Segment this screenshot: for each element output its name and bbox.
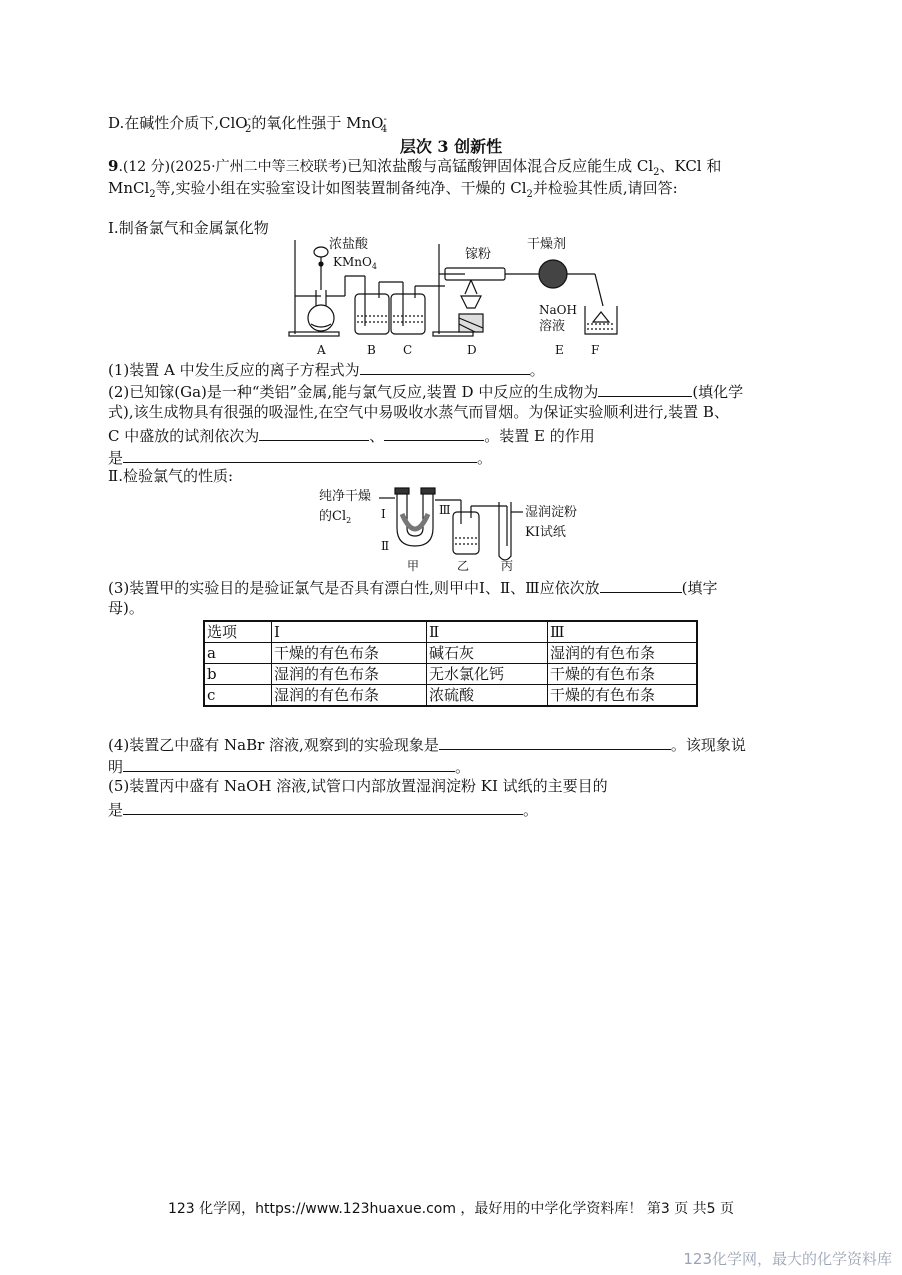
table-row	[204, 685, 697, 707]
unit-e: E	[555, 343, 564, 357]
q5-line-2: 是 。	[108, 798, 538, 820]
table-row	[204, 664, 697, 685]
table-row	[204, 643, 697, 664]
q4-blank-phenomenon[interactable]	[439, 733, 671, 750]
table-cell: 无水氯化钙	[427, 664, 548, 685]
q2-blank-b[interactable]	[259, 424, 369, 441]
table-cell: b	[204, 664, 272, 685]
label-ki-paper: KI试纸	[525, 525, 566, 540]
label-conc-hcl: 浓盐酸	[329, 237, 369, 252]
label-wet-starch: 湿润淀粉	[525, 505, 578, 520]
table-header-cell: 选项	[204, 621, 272, 643]
table-header-row	[204, 621, 697, 643]
table-header-cell: Ⅱ	[427, 621, 548, 643]
label-pos-2: Ⅱ	[381, 539, 390, 553]
q1-blank[interactable]	[360, 358, 530, 375]
q2-line-1: (2)已知镓(Ga)是一种“类铝”金属,能与氯气反应,装置 D 中反应的生成物为 (填化学	[108, 380, 743, 402]
q1-line: (1)装置 A 中发生反应的离子方程式为 。	[108, 358, 545, 380]
q2-line-2: 式),该生成物具有很强的吸湿性,在空气中易吸收水蒸气而冒烟。为保证实验顺利进行,装置 B、	[108, 403, 729, 421]
table-cell: 浓硫酸	[427, 685, 548, 707]
unit-bing: 丙	[501, 559, 514, 572]
q2-blank-e[interactable]	[123, 446, 477, 463]
option-d: D.在碱性介质下,ClO-$_2$的氧化性强于 MnO-$_4$	[108, 114, 388, 135]
apparatus-figure-1	[285, 236, 625, 360]
unit-a: A	[317, 343, 326, 357]
label-gallium: 镓粉	[465, 247, 492, 262]
label-desiccant: 干燥剂	[527, 237, 567, 252]
q2-blank-product[interactable]	[598, 380, 692, 397]
part-2-heading: Ⅱ.检验氯气的性质:	[108, 467, 234, 485]
table-cell: c	[204, 685, 272, 707]
question-9-line-1: 9.(12 分)(2025·广州二中等三校联考)已知浓盐酸与高锰酸钾固体混合反应能生成 $Cl_2$、KCl 和	[108, 157, 722, 178]
q4-line-1: (4)装置乙中盛有 NaBr 溶液,观察到的实验现象是 。该现象说	[108, 733, 746, 755]
table-header-cell: Ⅲ	[548, 621, 698, 643]
q3-blank[interactable]	[600, 576, 682, 593]
q2-line-4: 是 。	[108, 446, 492, 468]
unit-c: C	[403, 343, 413, 357]
unit-yi: 乙	[457, 559, 470, 572]
label-pos-3: Ⅲ	[439, 503, 451, 517]
label-kmno4: KMnO$_4$	[333, 255, 377, 271]
q4-line-2: 明 。	[108, 755, 470, 777]
label-naoh: NaOH	[539, 303, 577, 317]
table-cell: 干燥的有色布条	[548, 664, 698, 685]
label-pure-dry: 纯净干燥	[319, 489, 372, 504]
unit-b: B	[367, 343, 376, 357]
q3-line-2: 母)。	[108, 599, 144, 617]
q2-line-3: C 中盛放的试剂依次为 、 。装置 E 的作用	[108, 424, 595, 446]
page-footer: 123 化学网，https://www.123huaxue.com ，最好用的中学化学资料库！ 第3 页 共5 页	[167, 1201, 735, 1217]
label-pos-1: Ⅰ	[381, 507, 386, 521]
label-of-cl2: 的$Cl_2$	[319, 509, 352, 525]
q5-blank[interactable]	[123, 798, 523, 815]
table-cell: 湿润的有色布条	[548, 643, 698, 664]
table-cell: 碱石灰	[427, 643, 548, 664]
table-cell: 干燥的有色布条	[272, 643, 427, 664]
unit-f: F	[591, 343, 600, 357]
q5-line-1: (5)装置丙中盛有 NaOH 溶液,试管口内部放置湿润淀粉 KI 试纸的主要目的	[108, 777, 608, 795]
unit-d: D	[467, 343, 477, 357]
apparatus-figure-2	[315, 484, 605, 572]
label-solution: 溶液	[539, 319, 566, 334]
unit-jia: 甲	[407, 559, 420, 572]
options-table	[203, 620, 698, 707]
table-cell: 干燥的有色布条	[548, 685, 698, 707]
table-cell: 湿润的有色布条	[272, 685, 427, 707]
q3-line-1: (3)装置甲的实验目的是验证氯气是否具有漂白性,则甲中Ⅰ、Ⅱ、Ⅲ应依次放 (填字	[108, 576, 717, 598]
watermark: 123化学网，最大的化学资料库	[683, 1250, 892, 1268]
section-title: 层次 3 创新性	[399, 137, 503, 156]
q2-blank-c[interactable]	[384, 424, 484, 441]
table-cell: 湿润的有色布条	[272, 664, 427, 685]
table-header-cell: Ⅰ	[272, 621, 427, 643]
question-9-line-2: MnCl$_2$等,实验小组在实验室设计如图装置制备纯净、干燥的 $Cl_2$并检验其性质,请回答:	[108, 179, 678, 200]
q4-blank-explain[interactable]	[123, 755, 455, 772]
table-cell: a	[204, 643, 272, 664]
part-1-heading: Ⅰ.制备氯气和金属氯化物	[108, 219, 269, 237]
